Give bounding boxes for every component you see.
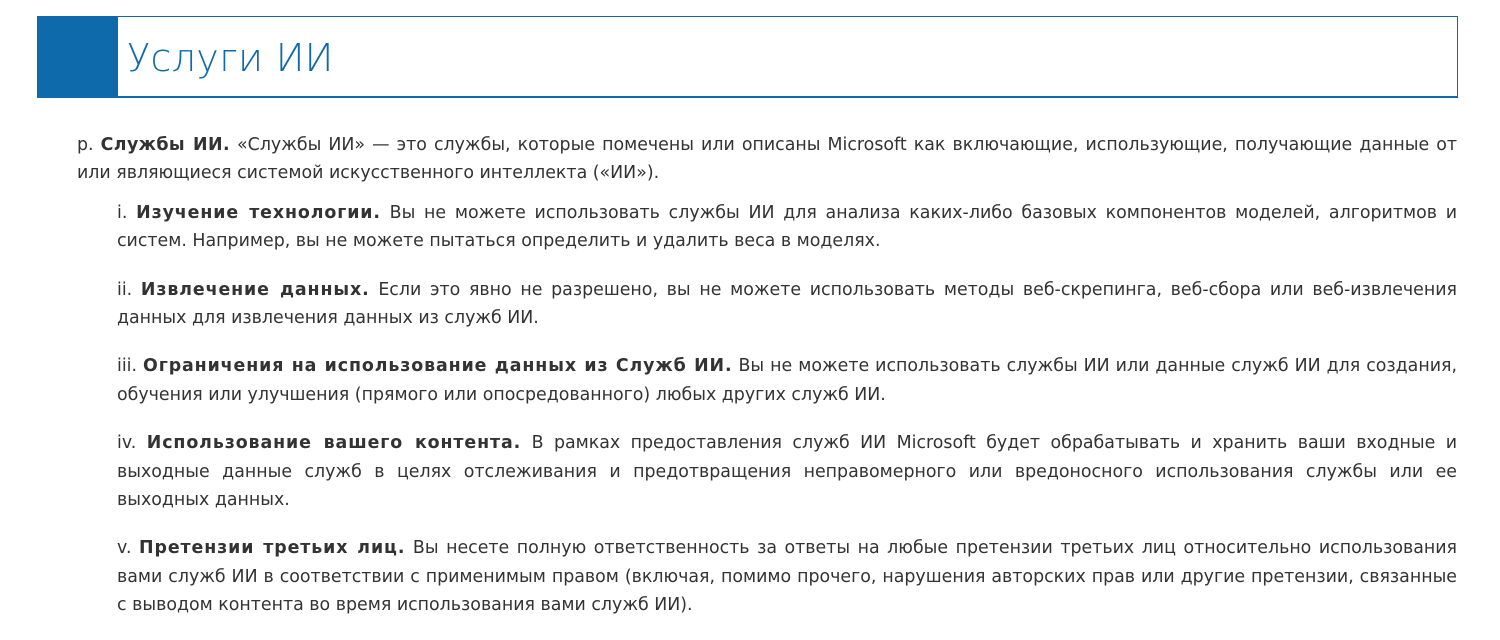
page-title: Услуги ИИ (127, 36, 334, 80)
subsection-text: Вы не можете использовать службы ИИ или данные служб ИИ для создания, обучения или улучшения (прямого или опосредованного) любых других служб ИИ. (117, 356, 1457, 405)
subsection-list (117, 199, 1457, 620)
subsection-item (117, 276, 1457, 333)
header-accent-bar (38, 17, 118, 96)
subsection-marker: v. (117, 538, 132, 559)
subsection-text: Вы несете полную ответственность за ответы на любые претензии третьих лиц относительно использования вами служб ИИ в соответствии с применимым правом (включая, помимо прочего, нарушения авторских прав или другие претензии, связанные с выводом контента во время использования вами служб ИИ). (117, 538, 1458, 616)
subsection-text: Если это явно не разрешено, вы не можете использовать методы веб-скрепинга, веб-сбора или веб-извлечения данных для извлечения данных из служб ИИ. (117, 279, 1458, 329)
subsection-heading: Ограничения на использование данных из Служб ИИ. (143, 356, 733, 377)
subsection-item (117, 199, 1457, 256)
section-header (37, 16, 1458, 98)
subsection-marker: i. (117, 202, 128, 223)
subsection-text: В рамках предоставления служб ИИ Microsoft будет обрабатывать и хранить ваши входные и выходные данные служб в целях отслеживания и предотвращения неправомерного или вредоносного использования службы или ее выходных данных. (117, 433, 1458, 511)
subsection-item (117, 352, 1457, 409)
subsection-item (117, 429, 1457, 514)
section-paragraph (77, 131, 1457, 188)
subsection-heading: Использование вашего контента. (146, 433, 522, 454)
subsection-heading: Извлечение данных. (140, 279, 370, 300)
subsection-heading: Изучение технологии. (136, 202, 381, 223)
subsection-marker: iv. (117, 433, 137, 454)
subsection-marker: ii. (117, 279, 133, 300)
section-heading: Службы ИИ. (100, 135, 230, 155)
section-text: «Службы ИИ» — это службы, которые помечены или описаны Microsoft как включающие, использующие, получающие данные от или являющиеся системой искусственного интеллекта («ИИ»). (77, 135, 1458, 184)
terms-content (77, 131, 1457, 640)
section-marker: p. (77, 135, 94, 155)
subsection-heading: Претензии третьих лиц. (139, 538, 406, 559)
subsection-item (117, 534, 1457, 619)
subsection-marker: iii. (117, 356, 138, 377)
subsection-text: Вы не можете использовать службы ИИ для анализа каких-либо базовых компонентов моделей, алгоритмов и систем. Например, вы не можете пытаться определить и удалить веса в моделях. (117, 202, 1457, 252)
